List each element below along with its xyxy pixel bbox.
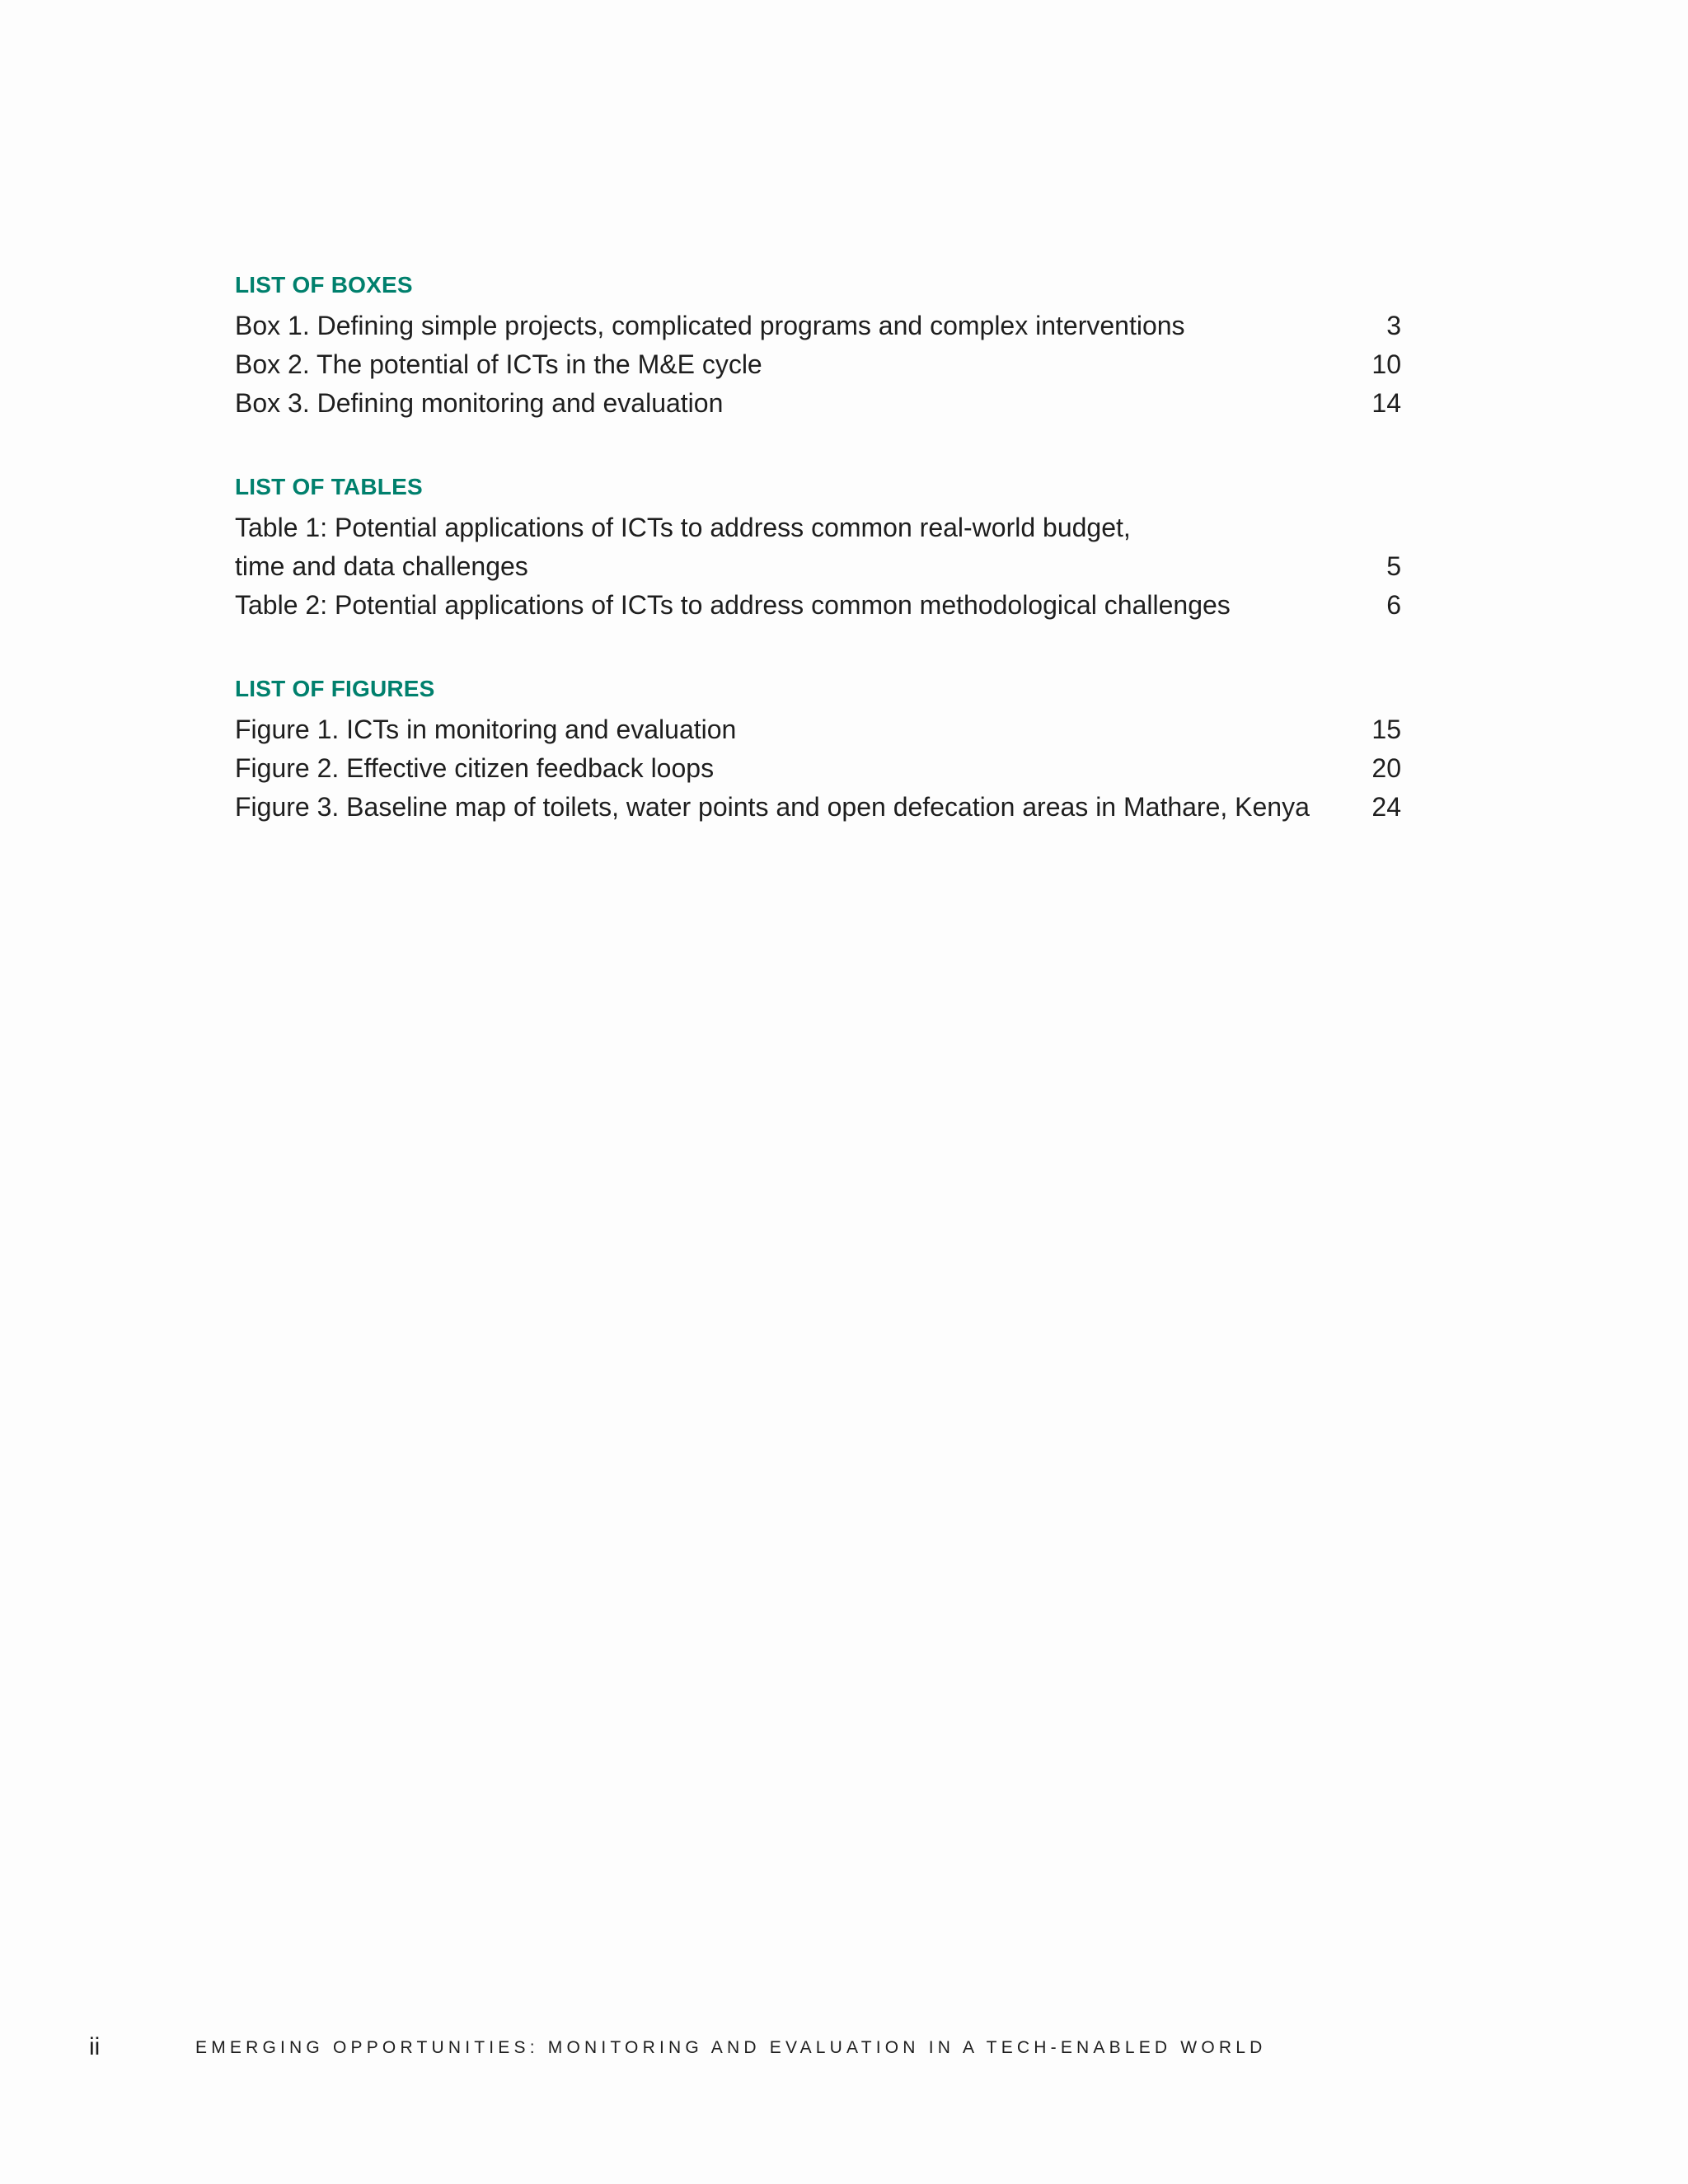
entry-page-number: 3	[1386, 311, 1401, 340]
list-item-table-1[interactable]	[235, 509, 1401, 586]
entry-title: Table 1: Potential applications of ICTs to address common real-world budget, time and data challenges	[235, 513, 1131, 581]
entry-title: Box 2. The potential of ICTs in the M&E cycle	[235, 349, 762, 379]
entry-title: Box 3. Defining monitoring and evaluation	[235, 388, 724, 418]
entry-page-number: 5	[1386, 551, 1401, 581]
footer-running-title: EMERGING OPPORTUNITIES: MONITORING AND EVALUATION IN A TECH-ENABLED WORLD	[195, 2038, 1267, 2057]
entry-page-number: 10	[1372, 349, 1401, 379]
entry-page-number: 6	[1386, 590, 1401, 620]
list-of-figures-section	[235, 673, 1401, 827]
entry-title: Figure 2. Effective citizen feedback loops	[235, 753, 715, 783]
entry-title: Table 2: Potential applications of ICTs to address common methodological challenges	[235, 590, 1231, 620]
list-item-box-1[interactable]	[235, 307, 1401, 345]
list-of-tables-section	[235, 471, 1401, 625]
entry-title: Box 1. Defining simple projects, complicated programs and complex interventions	[235, 311, 1185, 340]
entry-page-number: 20	[1372, 753, 1401, 783]
list-item-figure-2[interactable]	[235, 749, 1401, 788]
section-title-boxes: LIST OF BOXES	[235, 272, 413, 298]
section-title-figures: LIST OF FIGURES	[235, 676, 435, 701]
entry-page-number: 24	[1372, 792, 1401, 822]
footer-page-number: ii	[89, 2033, 101, 2060]
entry-page-number: 15	[1372, 715, 1401, 744]
entry-title: Figure 3. Baseline map of toilets, water points and open defecation areas in Mathare, Kenya	[235, 792, 1310, 822]
section-title-tables: LIST OF TABLES	[235, 474, 423, 499]
lists-of-contents	[235, 269, 1401, 874]
list-item-box-2[interactable]	[235, 345, 1401, 384]
list-of-boxes-section	[235, 269, 1401, 423]
list-item-figure-1[interactable]	[235, 710, 1401, 749]
entry-page-number: 14	[1372, 388, 1401, 418]
list-item-box-3[interactable]	[235, 384, 1401, 423]
list-item-table-2[interactable]	[235, 586, 1401, 625]
entry-title: Figure 1. ICTs in monitoring and evaluation	[235, 715, 737, 744]
list-item-figure-3[interactable]	[235, 788, 1401, 827]
